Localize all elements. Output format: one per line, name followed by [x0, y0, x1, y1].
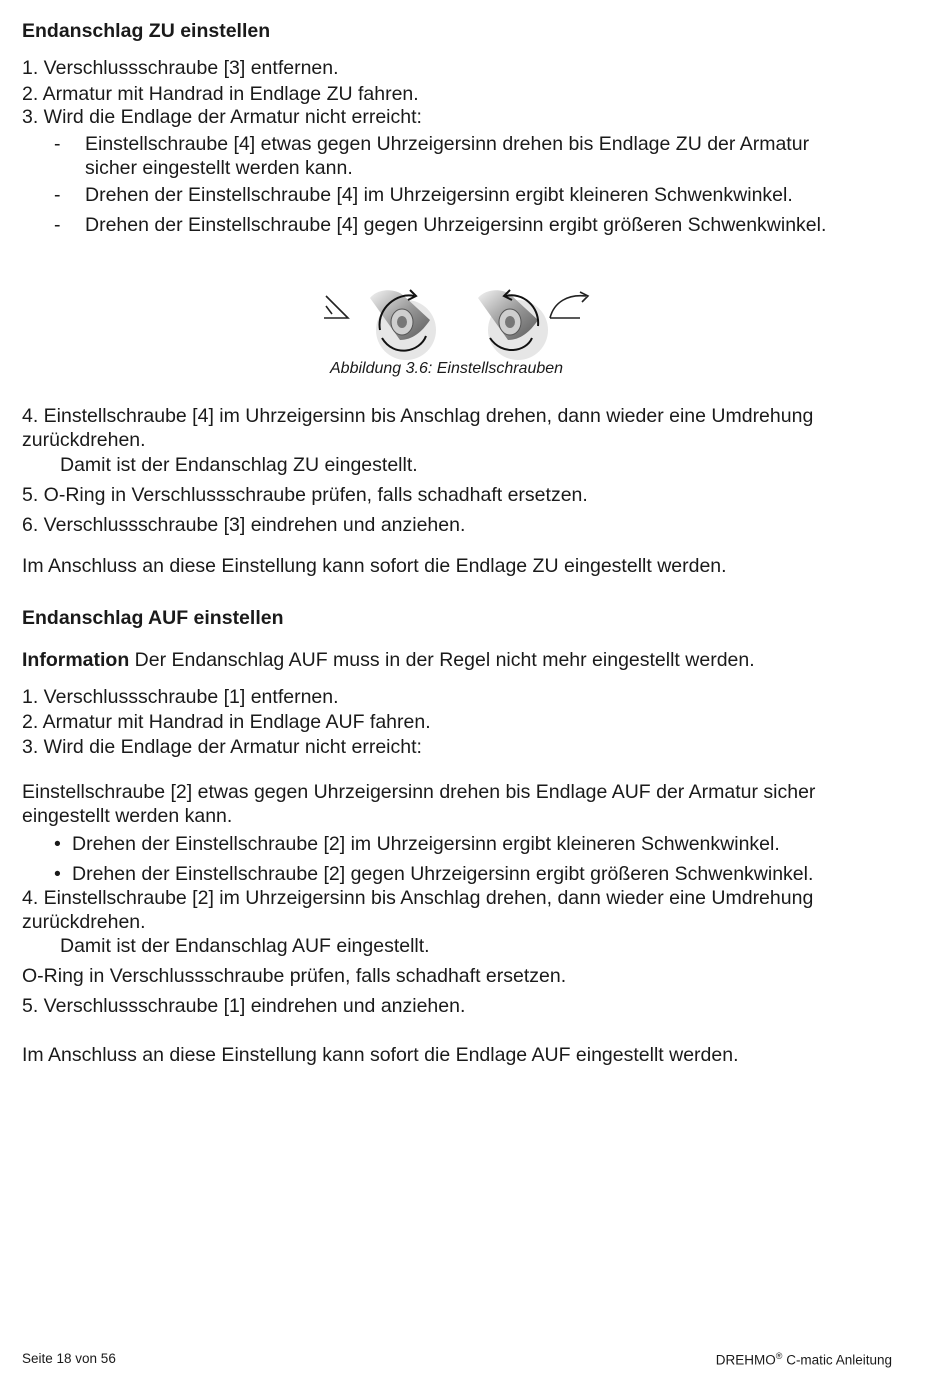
- auf-closing: Im Anschluss an diese Einstellung kann sofort die Endlage AUF eingestellt werden.: [22, 1044, 739, 1066]
- auf-step-1: 1. Verschlussschraube [1] entfernen.: [22, 686, 339, 708]
- zu-step-1: 1. Verschlussschraube [3] entfernen.: [22, 57, 339, 79]
- footer-page-number: Seite 18 von 56: [22, 1351, 116, 1366]
- zu-sub2-dash: -: [54, 184, 61, 206]
- zu-step-5: 5. O-Ring in Verschlussschraube prüfen, falls schadhaft ersetzen.: [22, 484, 588, 506]
- registered-mark: ®: [775, 1351, 783, 1361]
- footer-product: C-matic Anleitung: [782, 1352, 892, 1368]
- small-angle-icon: [324, 296, 348, 318]
- auf-step-4-line1: 4. Einstellschraube [2] im Uhrzeigersinn bis Anschlag drehen, dann wieder eine Umdrehung: [22, 887, 814, 909]
- auf-bullet2-dot: •: [54, 863, 61, 885]
- zu-sub1-dash: -: [54, 133, 61, 155]
- info-text: Der Endanschlag AUF muss in der Regel nicht mehr eingestellt werden.: [129, 649, 755, 671]
- auf-bullet1: Drehen der Einstellschraube [2] im Uhrzeigersinn ergibt kleineren Schwenkwinkel.: [72, 833, 780, 855]
- zu-step-4-line1: 4. Einstellschraube [4] im Uhrzeigersinn bis Anschlag drehen, dann wieder eine Umdrehung: [22, 405, 814, 427]
- footer-title: [716, 1351, 892, 1368]
- zu-sub3-dash: -: [54, 214, 61, 236]
- auf-information: [22, 649, 755, 672]
- footer-brand: DREHMO: [715, 1352, 776, 1368]
- screw-right-icon: [478, 290, 548, 360]
- screw-left-icon: [370, 290, 436, 360]
- auf-oring: O-Ring in Verschlussschraube prüfen, falls schadhaft ersetzen.: [22, 965, 567, 987]
- zu-step-3: 3. Wird die Endlage der Armatur nicht erreicht:: [22, 106, 422, 128]
- zu-sub2: Drehen der Einstellschraube [4] im Uhrzeigersinn ergibt kleineren Schwenkwinkel.: [85, 184, 793, 206]
- zu-sub1-line1: Einstellschraube [4] etwas gegen Uhrzeigersinn drehen bis Endlage ZU der Armatur: [85, 133, 810, 155]
- auf-bullet1-dot: •: [54, 833, 61, 855]
- auf-bullet2: Drehen der Einstellschraube [2] gegen Uhrzeigersinn ergibt größeren Schwenkwinkel.: [72, 863, 814, 885]
- zu-step-2: 2. Armatur mit Handrad in Endlage ZU fahren.: [22, 83, 419, 105]
- auf-para-line1: Einstellschraube [2] etwas gegen Uhrzeigersinn drehen bis Endlage AUF der Armatur sicher: [22, 781, 816, 803]
- heading-endanschlag-zu: Endanschlag ZU einstellen: [22, 20, 271, 42]
- auf-step-4-line2: zurückdrehen.: [22, 911, 146, 933]
- auf-step-5: 5. Verschlussschraube [1] eindrehen und anziehen.: [22, 995, 466, 1017]
- zu-step-6: 6. Verschlussschraube [3] eindrehen und anziehen.: [22, 514, 466, 536]
- auf-para-line2: eingestellt werden kann.: [22, 805, 233, 827]
- zu-step-4-line2: zurückdrehen.: [22, 429, 146, 451]
- zu-result: Damit ist der Endanschlag ZU eingestellt.: [60, 454, 418, 476]
- zu-closing: Im Anschluss an diese Einstellung kann sofort die Endlage ZU eingestellt werden.: [22, 555, 727, 577]
- adjustment-screws-figure: [318, 280, 598, 362]
- zu-sub3: Drehen der Einstellschraube [4] gegen Uhrzeigersinn ergibt größeren Schwenkwinkel.: [85, 214, 827, 236]
- zu-sub1-line2: sicher eingestellt werden kann.: [85, 157, 353, 179]
- figure-caption: Abbildung 3.6: Einstellschrauben: [330, 360, 564, 377]
- auf-result: Damit ist der Endanschlag AUF eingestellt.: [60, 935, 430, 957]
- heading-endanschlag-auf: Endanschlag AUF einstellen: [22, 607, 284, 629]
- auf-step-3: 3. Wird die Endlage der Armatur nicht erreicht:: [22, 736, 422, 758]
- info-label: Information: [22, 649, 130, 671]
- auf-step-2: 2. Armatur mit Handrad in Endlage AUF fahren.: [22, 711, 431, 733]
- large-angle-icon: [550, 292, 588, 318]
